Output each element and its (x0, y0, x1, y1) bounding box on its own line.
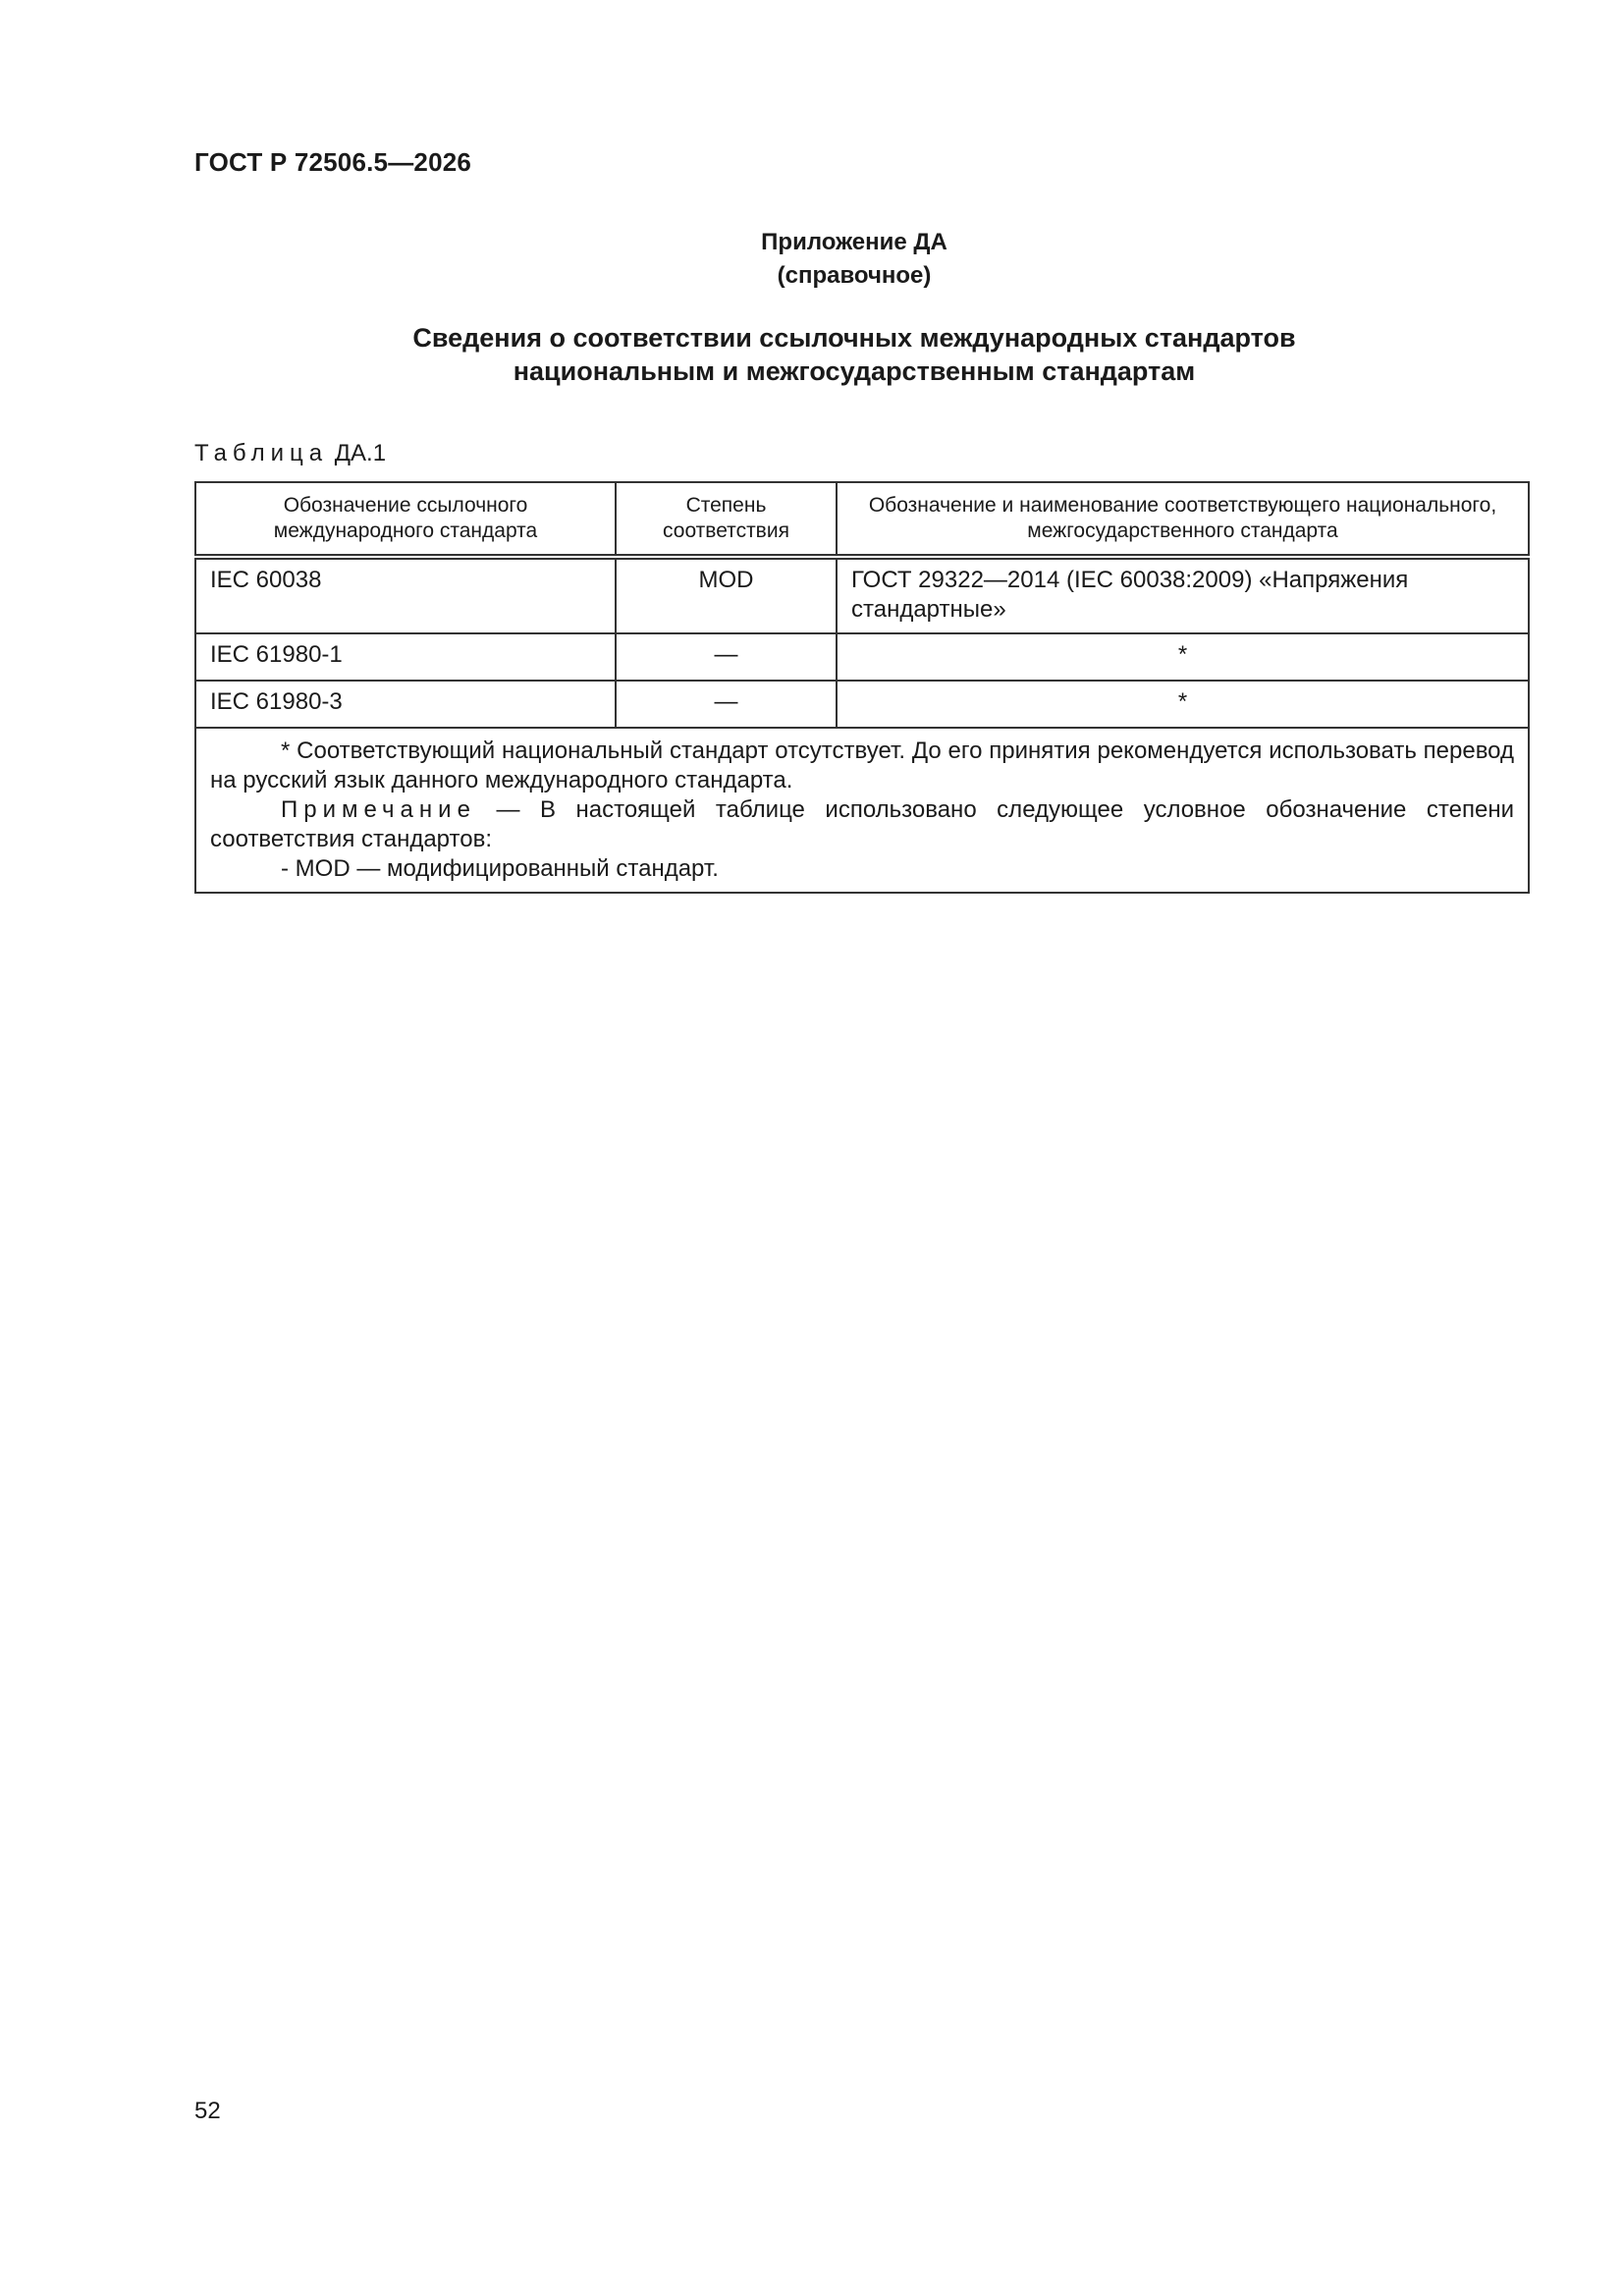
section-heading-line-1: Сведения о соответствии ссылочных международных стандартов (412, 323, 1296, 353)
document-code: ГОСТ Р 72506.5—2026 (194, 147, 472, 177)
table-row (195, 681, 1529, 728)
cell-intl-standard: IEC 61980-3 (195, 681, 616, 728)
correspondence-table (194, 481, 1530, 894)
cell-national-standard: ГОСТ 29322—2014 (IEC 60038:2009) «Напряжения стандартные» (837, 557, 1529, 633)
note-list-item: - MOD — модифицированный стандарт. (281, 855, 719, 882)
column-header-degree: Степень соответствия (616, 482, 837, 557)
cell-national-standard: * (837, 633, 1529, 681)
table-header-row (195, 482, 1529, 557)
cell-degree: MOD (616, 557, 837, 633)
cell-national-standard: * (837, 681, 1529, 728)
section-heading-line-2: национальным и межгосударственным стандартам (513, 356, 1196, 386)
note-text: — В настоящей таблице использовано следующее условное обозначение степени соответствия стандартов: (210, 796, 1514, 852)
table-footnote-row (195, 728, 1529, 893)
column-header-national-standard: Обозначение и наименование соответствующего национального, межгосударственного стандарта (837, 482, 1529, 557)
column-header-intl-standard: Обозначение ссылочного международного стандарта (195, 482, 616, 557)
table-footnote: * Соответствующий национальный стандарт отсутствует. До его принятия рекомендуется использовать перевод на русский язык данного международного стандарта. (210, 738, 1514, 793)
annex-title: Приложение ДА (761, 229, 947, 255)
table-row (195, 557, 1529, 633)
cell-intl-standard: IEC 60038 (195, 557, 616, 633)
cell-degree: — (616, 633, 837, 681)
annex-kind: (справочное) (777, 262, 932, 289)
table-caption-number: ДА.1 (334, 440, 387, 466)
table-note (210, 795, 1514, 854)
note-label: Примечание (281, 796, 476, 823)
table-caption-word: Таблица (194, 440, 329, 466)
table-footnote-cell (195, 728, 1529, 893)
table-caption (194, 440, 386, 467)
cell-degree: — (616, 681, 837, 728)
page-number: 52 (194, 2098, 221, 2124)
cell-intl-standard: IEC 61980-1 (195, 633, 616, 681)
table-row (195, 633, 1529, 681)
